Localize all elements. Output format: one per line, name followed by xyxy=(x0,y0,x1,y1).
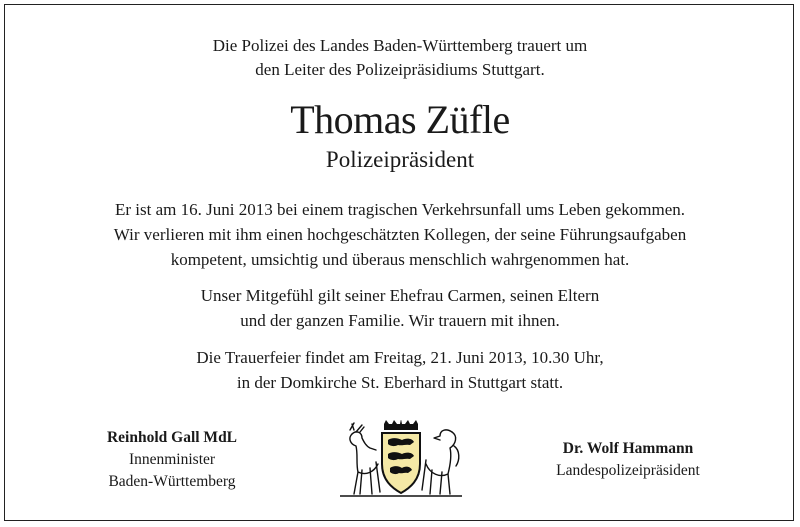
signature-block-right xyxy=(528,438,728,482)
intro-line-2: den Leiter des Polizeipräsidiums Stuttgart. xyxy=(255,60,545,79)
deceased-title: Polizeipräsident xyxy=(325,147,475,172)
text-line: Unser Mitgefühl gilt seiner Ehefrau Carmen, seinen Eltern xyxy=(200,286,600,305)
signatory-role: Landespolizeipräsident xyxy=(556,462,700,479)
text-line: Wir verlieren mit ihm einen hochgeschätzten Kollegen, der seine Führungsaufgaben xyxy=(113,225,687,244)
intro-text xyxy=(0,34,800,82)
deceased-name: Thomas Züfle xyxy=(290,97,510,142)
text-line: und der ganzen Familie. Wir trauern mit ihnen. xyxy=(240,311,560,330)
text-line: Er ist am 16. Juni 2013 bei einem tragischen Verkehrsunfall ums Leben gekommen. xyxy=(115,200,685,219)
signatory-region: Baden-Württemberg xyxy=(108,473,236,490)
signatory-role: Innenminister xyxy=(128,451,216,468)
signatory-name: Reinhold Gall MdL xyxy=(106,429,238,446)
text-line: kompetent, umsichtig und überaus menschlich wahrgenommen hat. xyxy=(170,250,630,269)
intro-line-1: Die Polizei des Landes Baden-Württemberg trauert um xyxy=(212,36,588,55)
paragraph-condolences xyxy=(0,283,800,333)
coat-of-arms-baden-wuerttemberg-icon xyxy=(336,420,466,500)
paragraph-circumstances xyxy=(0,197,800,272)
signatory-name: Dr. Wolf Hammann xyxy=(562,440,694,457)
signature-block-left xyxy=(72,427,272,493)
text-line: Die Trauerfeier findet am Freitag, 21. Juni 2013, 10.30 Uhr, xyxy=(196,348,604,367)
text-line: in der Domkirche St. Eberhard in Stuttgart statt. xyxy=(236,373,564,392)
paragraph-funeral xyxy=(0,345,800,395)
